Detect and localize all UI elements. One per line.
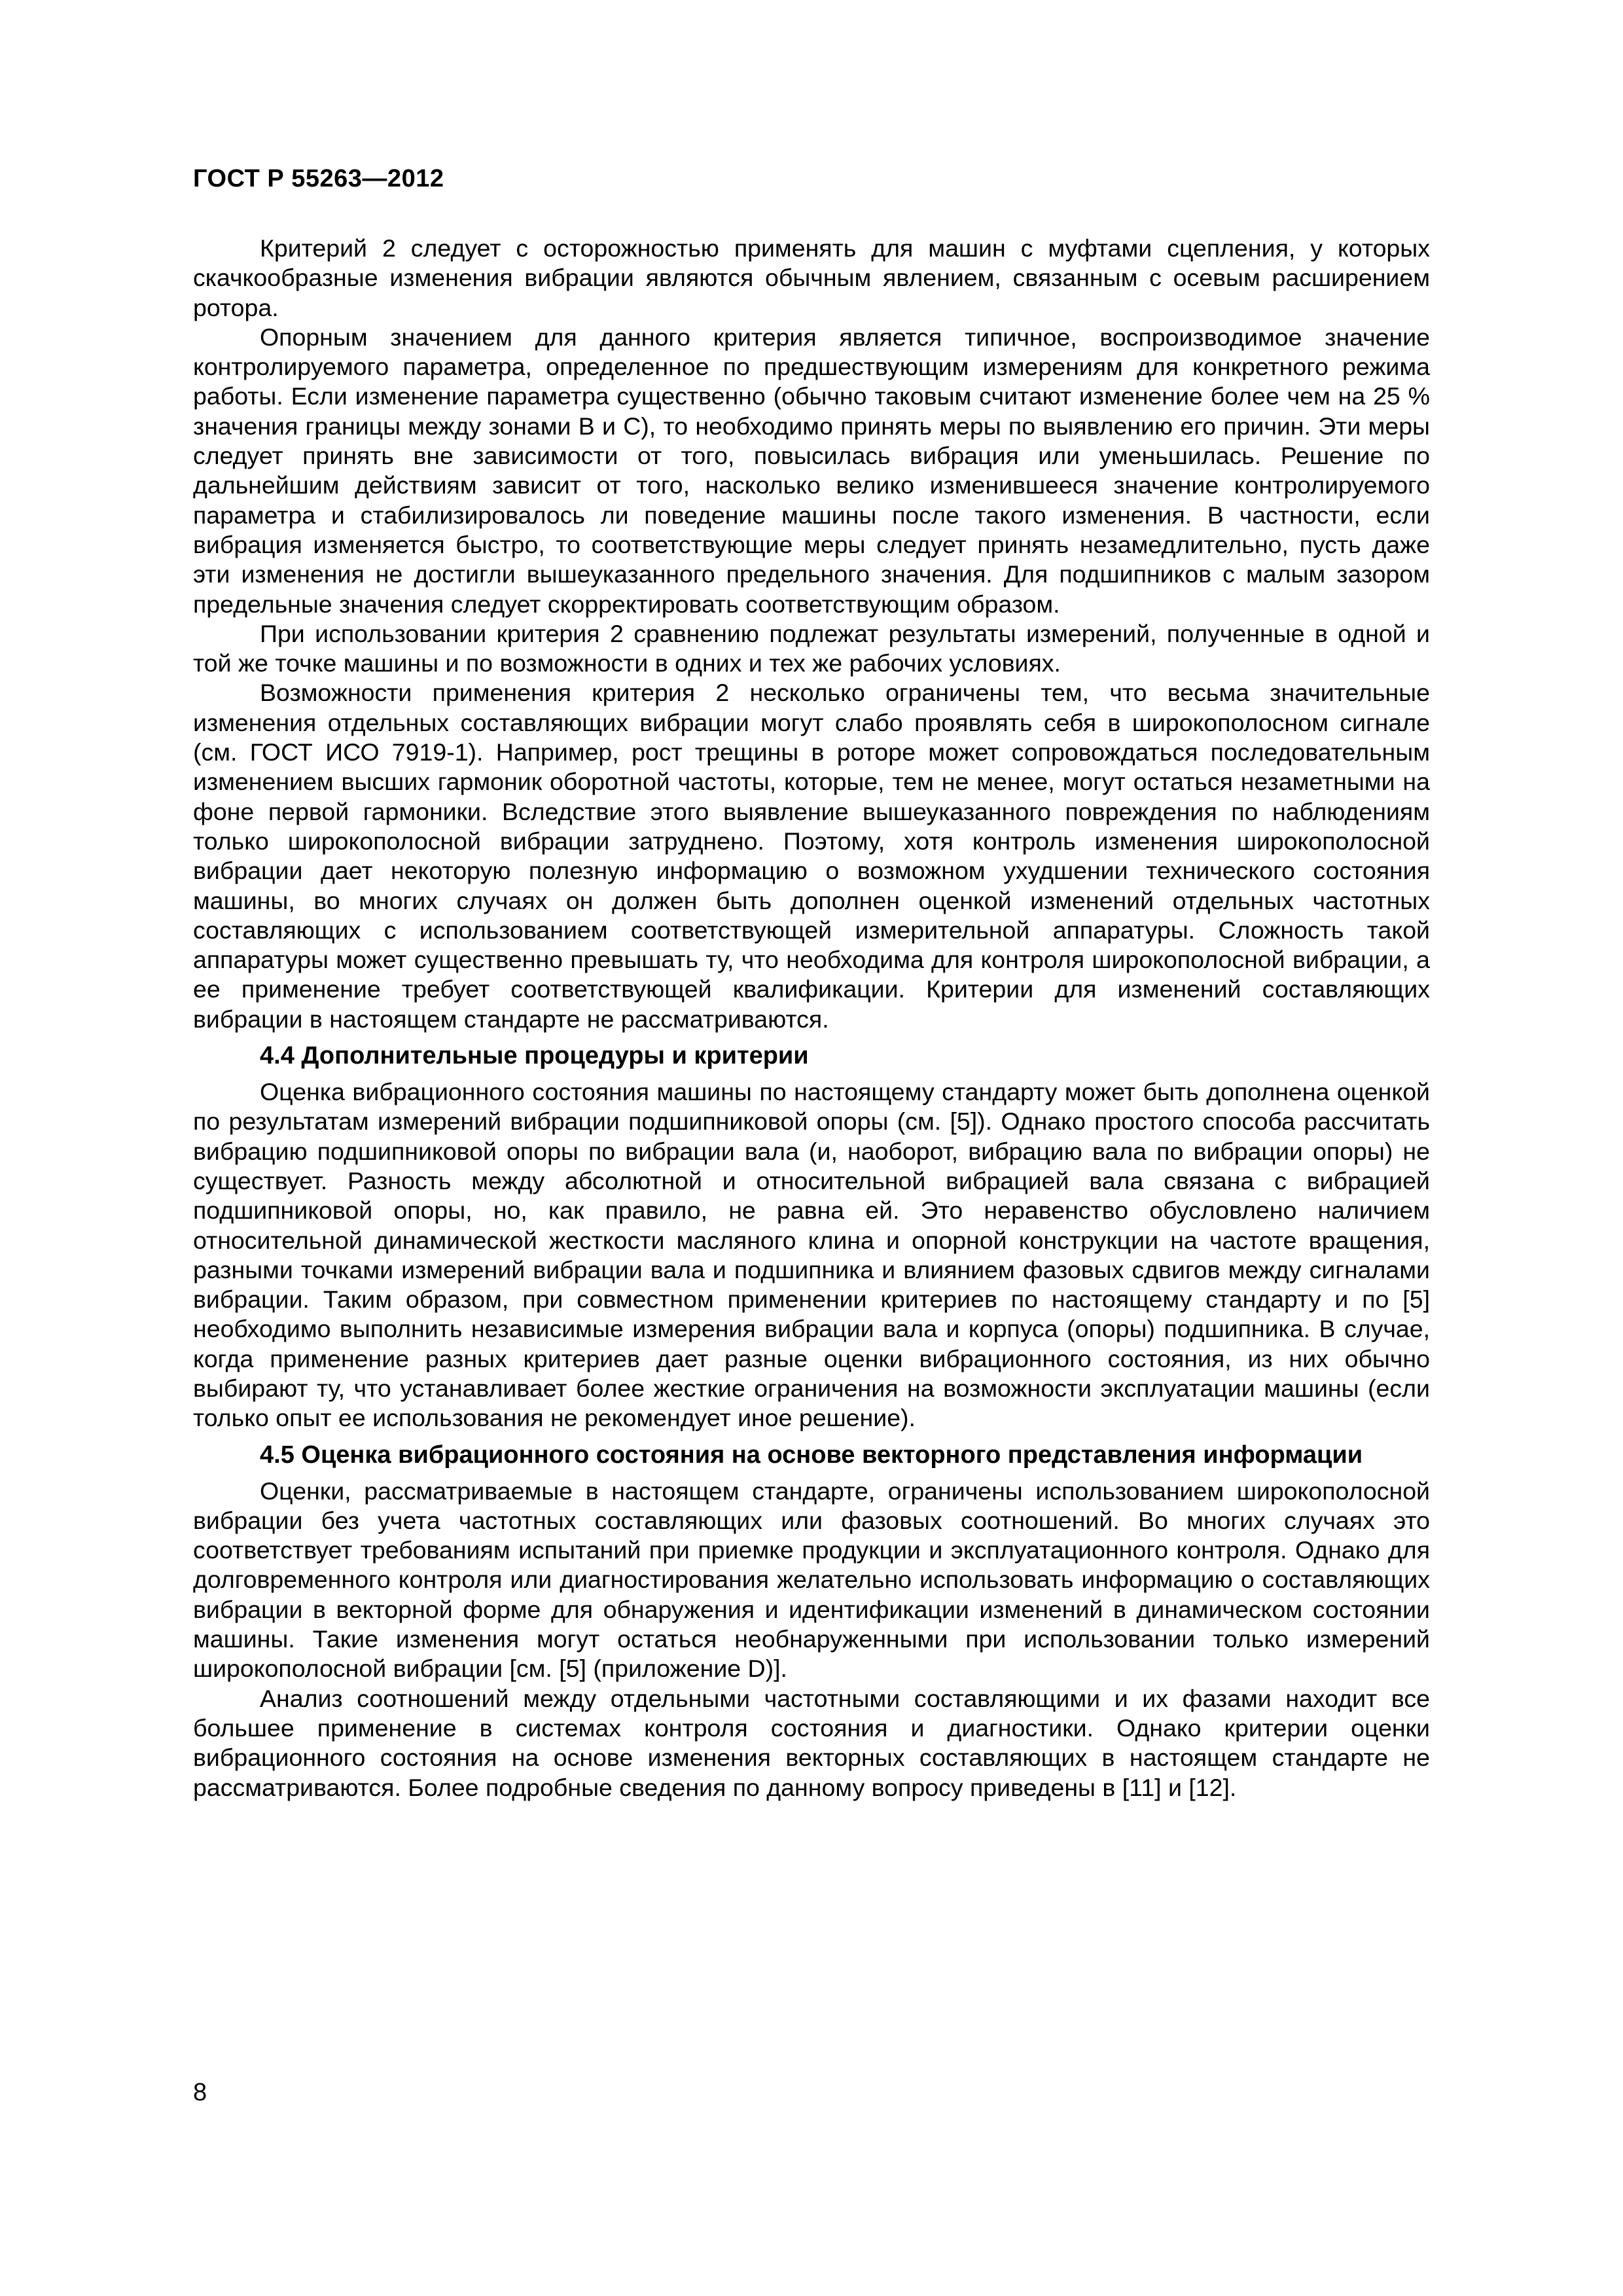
- standard-code-header: ГОСТ Р 55263—2012: [193, 165, 444, 192]
- body-paragraph: Критерий 2 следует с осторожностью применять для машин с муфтами сцепления, у которых скачкообразные изменения вибрации являются обычным явлением, связанным с осевым расширением ротора.: [193, 234, 1430, 321]
- body-paragraph: Возможности применения критерия 2 несколько ограничены тем, что весьма значительные изменения отдельных составляющих вибрации могут слабо проявлять себя в широкополосном сигнале (см. ГОСТ ИСО 7919-1). Например, рост трещины в роторе может сопровождаться последовательным изменением высших гармоник оборотной частоты, которые, тем не менее, могут остаться незаметными на фоне первой гармоники. Вследствие этого выявление вышеуказанного повреждения по наблюдениям только широкополосной вибрации затруднено. Поэтому, хотя контроль изменения широкополосной вибрации дает некоторую полезную информацию о возможном ухудшении технического состояния машины, во многих случаях он должен быть дополнен оценкой изменений отдельных частотных составляющих с использованием соответствующей измерительной аппаратуры. Сложность такой аппаратуры может существенно превышать ту, что необходима для контроля широкополосной вибрации, а ее применение требует соответствующей квалификации. Критерии для изменений составляющих вибрации в настоящем стандарте не рассматриваются.: [193, 679, 1430, 1033]
- body-paragraph: Анализ соотношений между отдельными частотными составляющими и их фазами находит все большее применение в системах контроля состояния и диагностики. Однако критерии оценки вибрационного состояния на основе изменения векторных составляющих в настоящем стандарте не рассматриваются. Более подробные сведения по данному вопросу приведены в [11] и [12].: [193, 1684, 1430, 1801]
- body-paragraph: Опорным значением для данного критерия является типичное, воспроизводимое значение контролируемого параметра, определенное по предшествующим измерениям для конкретного режима работы. Если изменение параметра существенно (обычно таковым считают изменение более чем на 25 % значения границы между зонами В и С), то необходимо принять меры по выявлению его причин. Эти меры следует принять вне зависимости от того, повысилась вибрация или уменьшилась. Решение по дальнейшим действиям зависит от того, насколько велико изменившееся значение контролируемого параметра и стабилизировалось ли поведение машины после такого изменения. В частности, если вибрация изменяется быстро, то соответствующие меры следует принять незамедлительно, пусть даже эти изменения не достигли вышеуказанного предельного значения. Для подшипников с малым зазором предельные значения следует скорректировать соответствующим образом.: [193, 323, 1430, 618]
- body-paragraph: Оценка вибрационного состояния машины по настоящему стандарту может быть дополнена оценкой по результатам измерений вибрации подшипниковой опоры (см. [5]). Однако простого способа рассчитать вибрацию подшипниковой опоры по вибрации вала (и, наоборот, вибрацию вала по вибрации опоры) не существует. Разность между абсолютной и относительной вибрацией вала связана с вибрацией подшипниковой опоры, но, как правило, не равна ей. Это неравенство обусловлено наличием относительной динамической жесткости масляного клина и опорной конструкции на частоте вращения, разными точками измерений вибрации вала и подшипника и влиянием фазовых сдвигов между сигналами вибрации. Таким образом, при совместном применении критериев по настоящему стандарту и по [5] необходимо выполнить независимые измерения вибрации вала и корпуса (опоры) подшипника. В случае, когда применение разных критериев дает разные оценки вибрационного состояния, из них обычно выбирают ту, что устанавливает более жесткие ограничения на возможности эксплуатации машины (если только опыт ее использования не рекомендует иное решение).: [193, 1078, 1430, 1432]
- document-body: [193, 234, 1430, 1803]
- body-paragraph: При использовании критерия 2 сравнению подлежат результаты измерений, полученные в одной и той же точке машины и по возможности в одних и тех же рабочих условиях.: [193, 619, 1430, 677]
- page-number: 8: [193, 2079, 207, 2106]
- section-heading-4-5: 4.5 Оценка вибрационного состояния на основе векторного представления информации: [260, 1441, 1363, 1469]
- body-paragraph: Оценки, рассматриваемые в настоящем стандарте, ограничены использованием широкополосной вибрации без учета частотных составляющих или фазовых соотношений. Во многих случаях это соответствует требованиям испытаний при приемке продукции и эксплуатационного контроля. Однако для долговременного контроля или диагностирования желательно использовать информацию о составляющих вибрации в векторной форме для обнаружения и идентификации изменений в динамическом состоянии машины. Такие изменения могут остаться необнаруженными при использовании только измерений широкополосной вибрации [см. [5] (приложение D)].: [193, 1477, 1430, 1683]
- section-heading-4-4: 4.4 Дополнительные процедуры и критерии: [260, 1042, 809, 1070]
